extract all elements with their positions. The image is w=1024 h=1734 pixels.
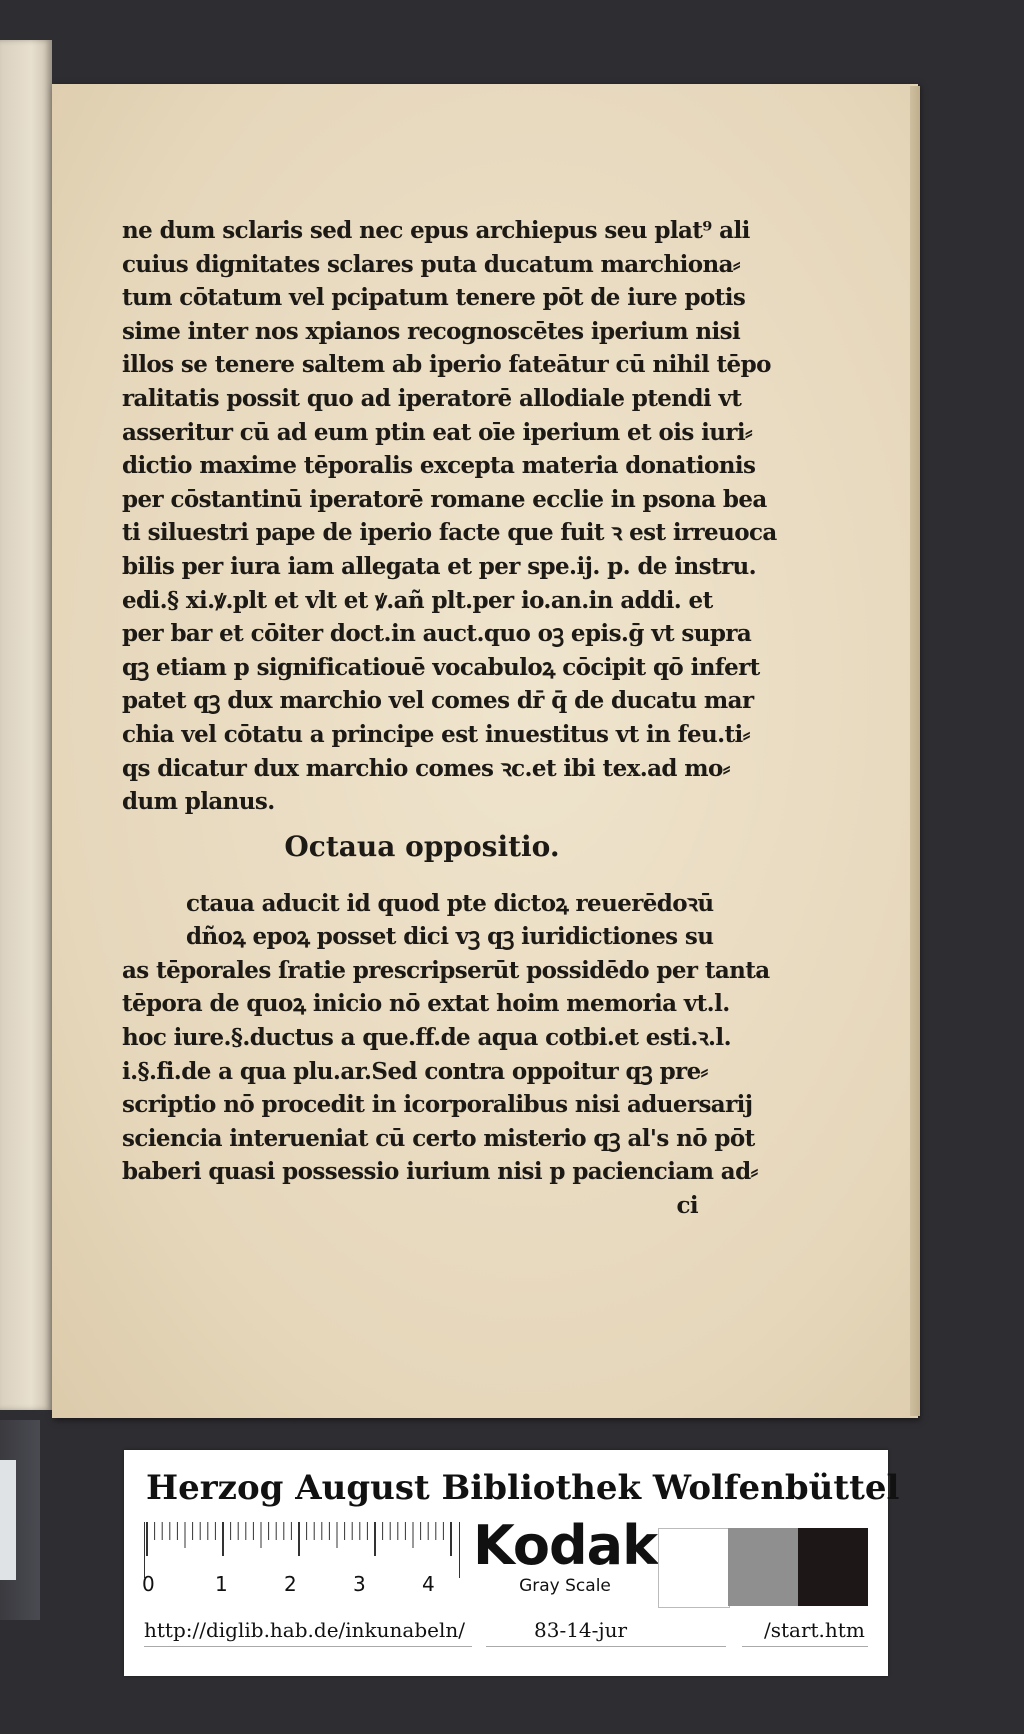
paragraph-1 xyxy=(122,214,777,819)
white-swatch xyxy=(658,1528,730,1608)
text-line: qs dicatur dux marchio comes ꝛc.et ibi tex.ad mo⸗ xyxy=(122,754,730,782)
url-base: http://diglib.hab.de/inkunabeln/ xyxy=(144,1618,466,1642)
text-line: per cōstantinū iperatorē romane ecclie in psona bea xyxy=(122,485,767,513)
text-line: ralitatis possit quo ad iperatorē allodiale ptendi vt xyxy=(122,384,742,412)
text-line: dum planus. xyxy=(122,788,275,816)
text-line: dñoꝝ epoꝝ posset dici vꝫ qꝫ iuridictiones su xyxy=(186,923,714,951)
text-line: patet qꝫ dux marchio vel comes dr̄ q̄ de ducatu mar xyxy=(122,687,754,715)
kodak-wordmark: Kodak xyxy=(473,1514,657,1577)
text-line: sciencia interueniat cū certo misterio qꝫ al's nō pōt xyxy=(122,1124,755,1152)
text-line: ne dum sclaris sed nec epus archiepus seu plat⁹ ali xyxy=(122,217,750,244)
underline xyxy=(486,1646,726,1647)
paragraph-2 xyxy=(122,887,770,1189)
ruler xyxy=(144,1522,458,1602)
text-line: tēpora de quoꝝ inicio nō extat hoim memoria vt.l. xyxy=(122,990,730,1018)
text-line: ti siluestri pape de iperio facte que fuit ꝛ est irreuoca xyxy=(122,519,777,547)
gray-scale-label: Gray Scale xyxy=(519,1576,611,1596)
url-shelfmark: 83-14-jur xyxy=(534,1618,628,1642)
text-line: per bar et cōiter doct.in auct.quo oꝫ epis.ḡ vt supra xyxy=(122,620,752,648)
text-line: asseritur cū ad eum ptin eat oīe iperium et ois iuri⸗ xyxy=(122,418,753,446)
kodak-logo xyxy=(472,1516,658,1606)
text-line: as tēporales ſratie prescripserūt possidēdo per tanta xyxy=(122,956,770,984)
ruler-number: 4 xyxy=(422,1572,435,1596)
text-line: chia vel cōtatu a principe est inuestitus vt in feu.ti⸗ xyxy=(122,720,750,748)
adjacent-page-edge xyxy=(0,40,52,1410)
catchword: ci xyxy=(676,1192,698,1220)
text-line: baberi quasi possessio iurium nisi p pacienciam ad⸗ xyxy=(122,1158,758,1186)
text-line: ctaua aducit id quod pte dictoꝝ reuerēdoꝛū xyxy=(186,889,714,917)
section-heading: Octaua oppositio. xyxy=(284,829,560,863)
underline xyxy=(742,1646,868,1647)
text-line: scriptio nō procedit in icorporalibus nisi aduersarij xyxy=(122,1091,753,1119)
text-line: bilis per iura iam allegata et per spe.ij. p. de instru. xyxy=(122,552,757,580)
text-line: illos se tenere saltem ab iperio fateātur cū nihil tēpo xyxy=(122,351,771,379)
gray-swatch xyxy=(728,1528,798,1606)
text-line: dictio maxime tēporalis excepta materia donationis xyxy=(122,452,756,480)
ruler-number: 1 xyxy=(215,1572,228,1596)
printed-text xyxy=(122,214,777,1223)
text-line: cuius dignitates sclares puta ducatum marchiona⸗ xyxy=(122,250,740,278)
ruler-number: 2 xyxy=(284,1572,297,1596)
underline xyxy=(144,1646,472,1647)
text-line: qꝫ etiam p significatiouē vocabuloꝝ cōcipit qō infert xyxy=(122,653,760,681)
page-fore-edge xyxy=(910,86,920,1416)
black-swatch xyxy=(798,1528,868,1606)
text-line: sime inter nos xpianos recognoscētes iperium nisi xyxy=(122,317,741,345)
text-line: edi.§ xi.ꝟ.plt et vlt et ꝟ.añ plt.per io.an.in addi. et xyxy=(122,586,713,614)
library-title: Herzog August Bibliothek Wolfenbüttel xyxy=(146,1468,900,1508)
calibration-card xyxy=(124,1450,900,1676)
text-line: hoc iure.§.ductus a que.ff.de aqua cotbi.et esti.ꝛ.l. xyxy=(122,1024,731,1052)
ruler-number: 3 xyxy=(353,1572,366,1596)
text-line: tum cōtatum vel pcipatum tenere pōt de iure potis xyxy=(122,284,746,312)
ruler-number: 0 xyxy=(142,1572,155,1596)
spine-label xyxy=(0,1460,16,1580)
url-suffix: /start.htm xyxy=(764,1618,865,1642)
ruler-ticks xyxy=(144,1522,460,1578)
text-line: i.§.fi.de a qua plu.ar.Sed contra oppoitur qꝫ pre⸗ xyxy=(122,1057,708,1085)
